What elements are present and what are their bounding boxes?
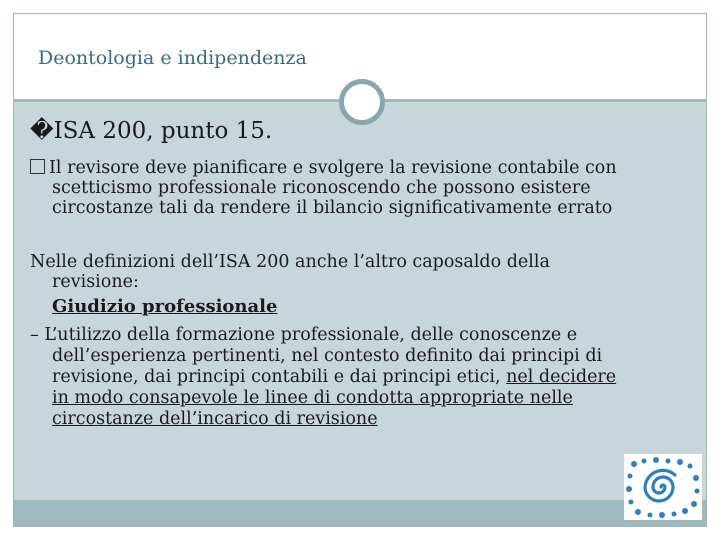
term-heading: Giudizio professionale bbox=[52, 296, 278, 317]
bullet-1-text-1: Il revisore deve pianificare e svolgere la revisione contabile con bbox=[49, 158, 617, 178]
bullet-1-line-1 bbox=[30, 158, 617, 178]
bullet-1-line-2: scetticismo professionale riconoscendo che possono esistere bbox=[52, 178, 591, 198]
heading bbox=[30, 118, 272, 144]
def-line-1: – L’utilizzo della formazione professionale, delle conoscenze e bbox=[30, 325, 578, 345]
slide-title: Deontologia e indipendenza bbox=[38, 47, 307, 69]
heading-glyph: � bbox=[30, 118, 54, 144]
def-line-3 bbox=[52, 367, 616, 387]
heading-text: ISA 200, punto 15. bbox=[53, 118, 273, 144]
checkbox-bullet-icon bbox=[30, 159, 45, 174]
def-line-3a: revisione, dai principi contabili e dai principi etici, bbox=[52, 367, 507, 387]
spiral-logo-svg bbox=[624, 454, 702, 520]
bullet-1-line-3: circostanze tali da rendere il bilancio significativamente errato bbox=[52, 198, 613, 218]
def-line-3b: nel decidere bbox=[506, 367, 617, 387]
def-line-2: dell’esperienza pertinenti, nel contesto definito dai principi di bbox=[52, 346, 603, 366]
spiral-logo-icon bbox=[624, 454, 702, 520]
bottom-bar bbox=[14, 500, 706, 526]
para-line-2: revisione: bbox=[52, 272, 139, 292]
para-line-1: Nelle definizioni dell’ISA 200 anche l’altro caposaldo della bbox=[30, 252, 550, 272]
circle-ring-icon bbox=[339, 79, 385, 125]
def-line-4: in modo consapevole le linee di condotta appropriate nelle bbox=[52, 388, 573, 408]
def-line-5: circostanze dell’incarico di revisione bbox=[52, 409, 378, 429]
